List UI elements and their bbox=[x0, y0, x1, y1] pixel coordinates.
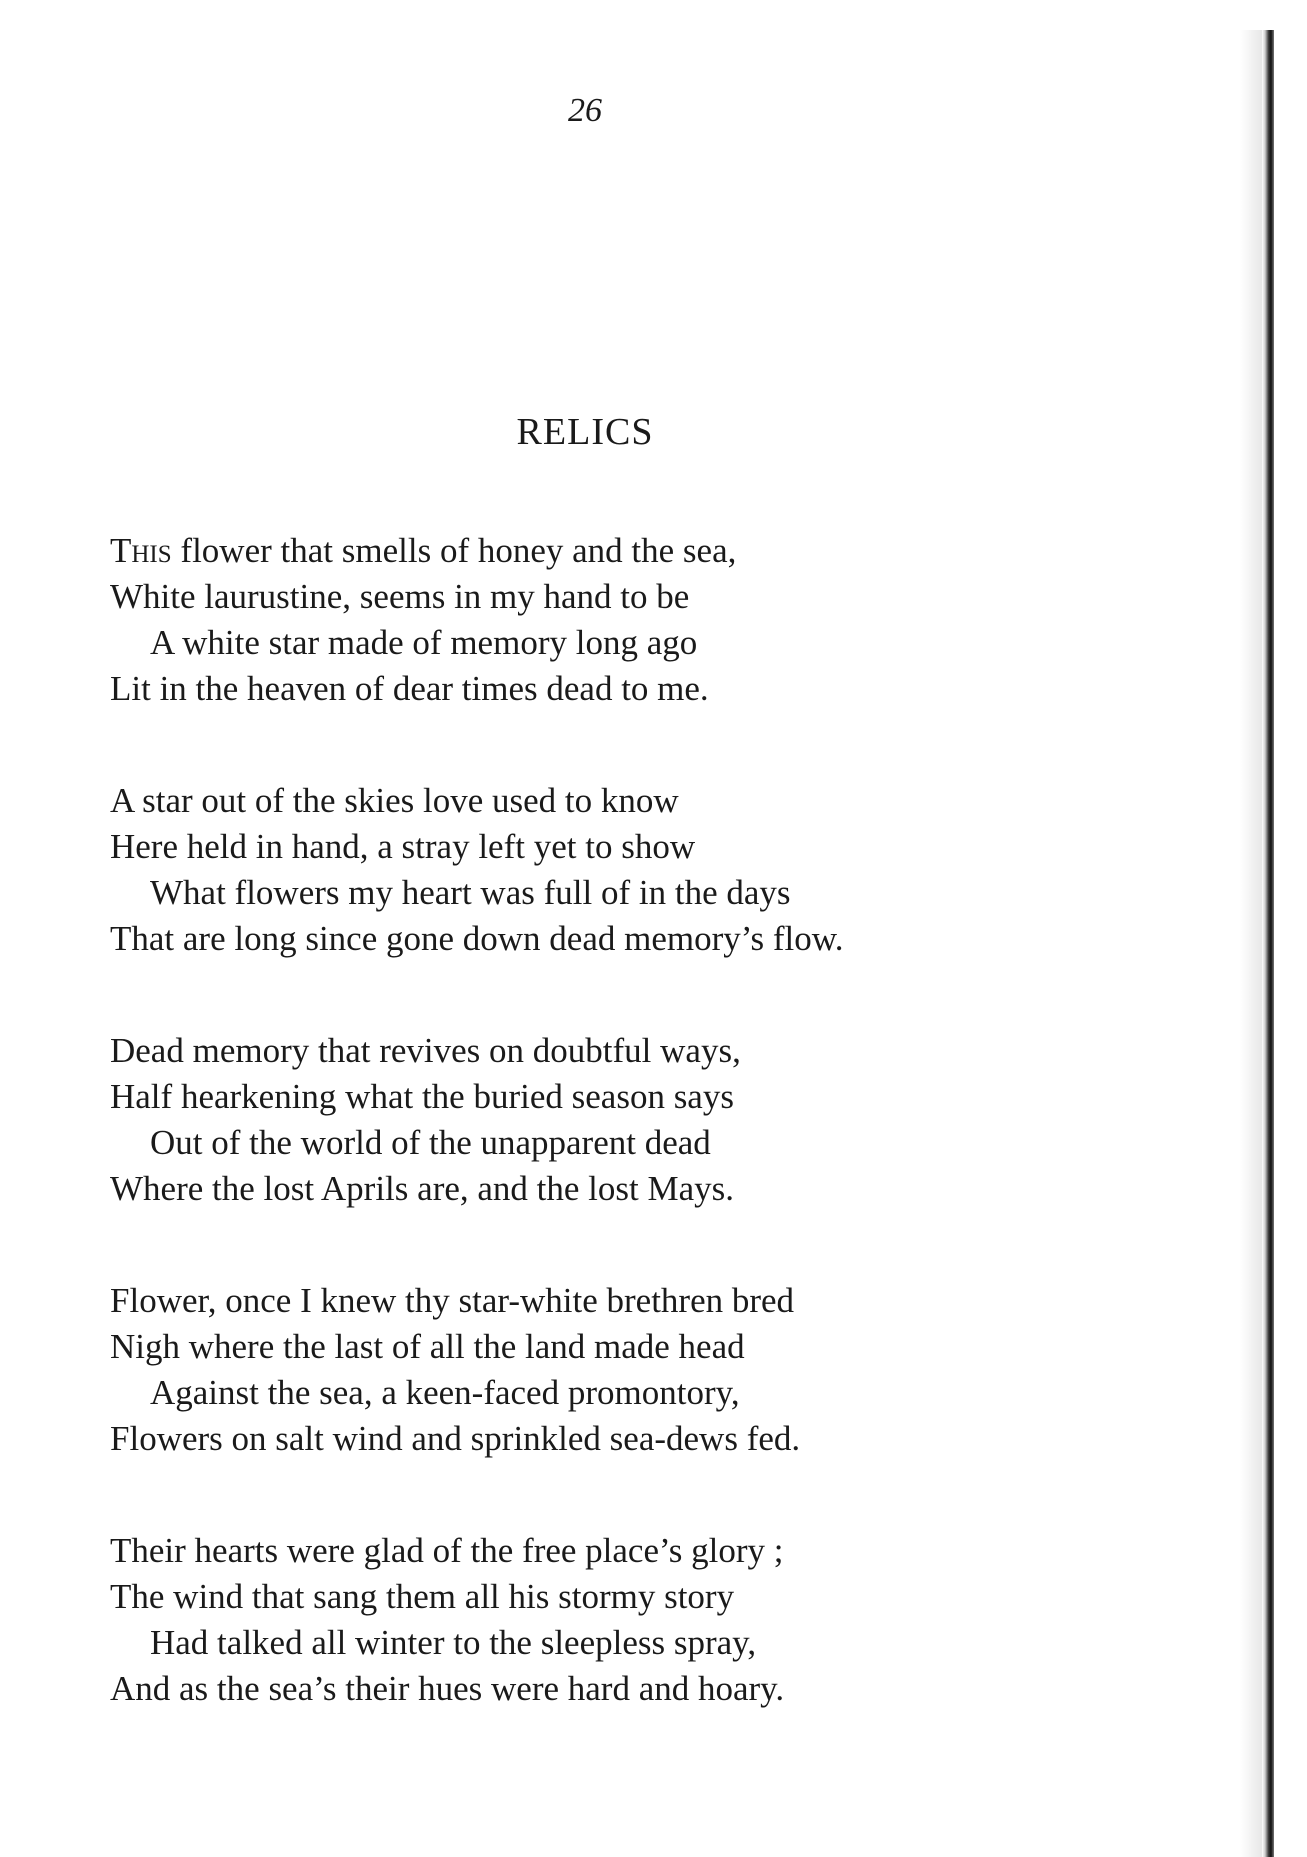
book-binding-edge bbox=[1262, 30, 1274, 1857]
poem-line-12: Where the lost Aprils are, and the lost Mays. bbox=[110, 1169, 735, 1208]
poem-line-15: Against the sea, a keen-faced promontory, bbox=[150, 1373, 740, 1412]
poem-title: RELICS bbox=[516, 411, 654, 453]
poem-line-19: Had talked all winter to the sleepless spray, bbox=[150, 1623, 757, 1662]
page-number: 26 bbox=[568, 92, 602, 129]
poem-line-1 bbox=[110, 528, 1120, 574]
poem-line-14: Nigh where the last of all the land made head bbox=[110, 1327, 745, 1366]
poem-line-9: Dead memory that revives on doubtful ways, bbox=[110, 1031, 741, 1070]
poem-line-4: Lit in the heaven of dear times dead to me. bbox=[110, 669, 709, 708]
poem-line-11: Out of the world of the unapparent dead bbox=[150, 1123, 711, 1162]
poem-line-3: A white star made of memory long ago bbox=[150, 623, 698, 662]
binding-shadow bbox=[1240, 30, 1264, 1857]
poem-line-13: Flower, once I knew thy star-white brethren bred bbox=[110, 1281, 795, 1320]
stanza-5 bbox=[110, 1528, 1120, 1712]
poem-line-17: Their hearts were glad of the free place’s glory ; bbox=[110, 1531, 784, 1570]
poem-line-18: The wind that sang them all his stormy story bbox=[110, 1577, 735, 1616]
stanza-2 bbox=[110, 778, 1120, 962]
stanza-4 bbox=[110, 1278, 1120, 1462]
poem-line-20: And as the sea’s their hues were hard and hoary. bbox=[110, 1669, 785, 1708]
stanza-3 bbox=[110, 1028, 1120, 1212]
poem-body bbox=[110, 528, 1120, 1778]
poem-first-word: This bbox=[110, 531, 172, 570]
stanza-1 bbox=[110, 528, 1120, 712]
poem-line-10: Half hearkening what the buried season says bbox=[110, 1077, 734, 1116]
poem-first-line-rest: flower that smells of honey and the sea, bbox=[171, 531, 737, 570]
poem-line-5: A star out of the skies love used to know bbox=[110, 781, 679, 820]
poem-line-6: Here held in hand, a stray left yet to show bbox=[110, 827, 696, 866]
poem-line-16: Flowers on salt wind and sprinkled sea-dews fed. bbox=[110, 1419, 801, 1458]
poem-line-7: What flowers my heart was full of in the days bbox=[150, 873, 791, 912]
poem-line-8: That are long since gone down dead memory’s flow. bbox=[110, 919, 844, 958]
poem-line-2: White laurustine, seems in my hand to be bbox=[110, 577, 690, 616]
